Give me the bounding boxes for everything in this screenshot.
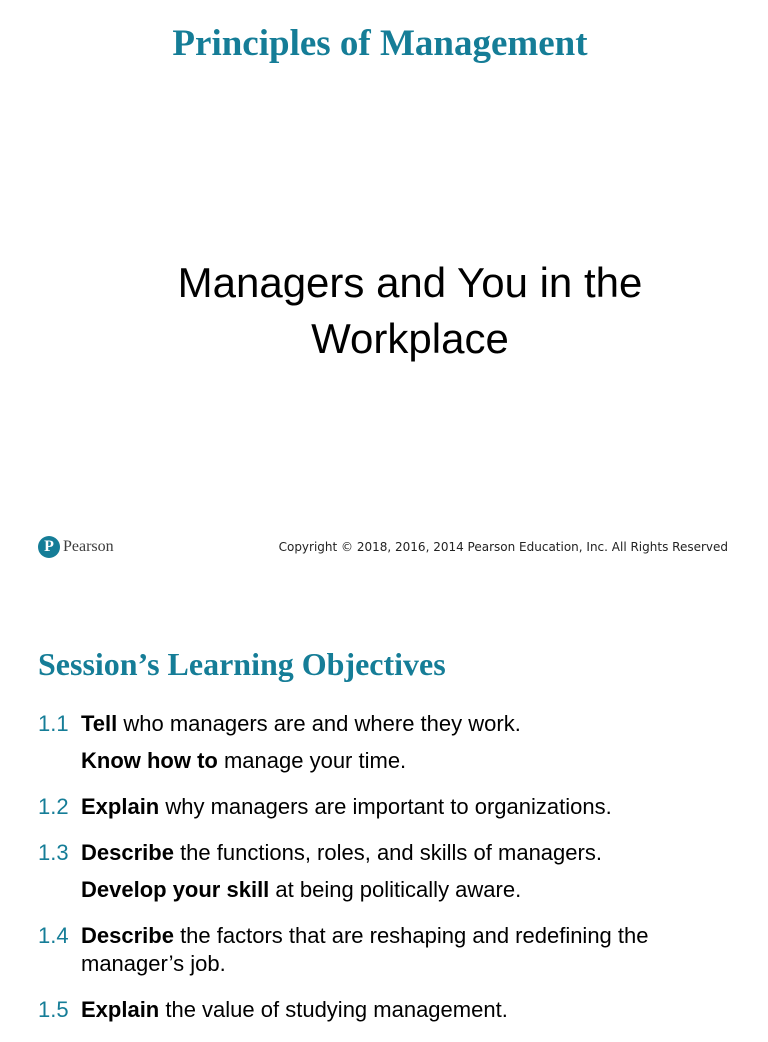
course-title: Principles of Management <box>172 23 588 64</box>
objective-number: 1.2 <box>38 794 69 819</box>
objective-item <box>38 996 738 1024</box>
pearson-logo-icon: P <box>38 536 60 558</box>
copyright-notice: Copyright © 2018, 2016, 2014 Pearson Education, Inc. All Rights Reserved <box>278 540 728 554</box>
objectives-title: Session’s Learning Objectives <box>38 646 446 682</box>
pearson-logo <box>38 536 114 558</box>
objective-line: Describe the factors that are reshaping and redefining the manager’s job. <box>81 923 649 976</box>
objective-number: 1.1 <box>38 711 69 736</box>
objective-item <box>38 710 738 775</box>
chapter-title: Managers and You in the Workplace <box>177 259 643 362</box>
objective-line: Describe the functions, roles, and skills of managers. <box>81 840 602 865</box>
objectives-slide <box>0 592 768 1024</box>
objective-item <box>38 793 738 821</box>
slide-divider <box>0 576 768 592</box>
objective-item <box>38 839 738 904</box>
objective-line: Know how to manage your time. <box>81 748 407 773</box>
pearson-logo-text: Pearson <box>63 538 114 555</box>
objective-line: Explain why managers are important to organizations. <box>81 794 612 819</box>
objective-line: Explain the value of studying management. <box>81 997 508 1022</box>
objective-number: 1.3 <box>38 840 69 865</box>
objective-number: 1.5 <box>38 997 69 1022</box>
objective-line: Develop your skill at being politically aware. <box>81 877 522 902</box>
objective-line: Tell who managers are and where they work. <box>81 711 521 736</box>
objectives-list <box>38 710 738 1042</box>
objective-number: 1.4 <box>38 923 69 948</box>
objective-item <box>38 922 738 978</box>
